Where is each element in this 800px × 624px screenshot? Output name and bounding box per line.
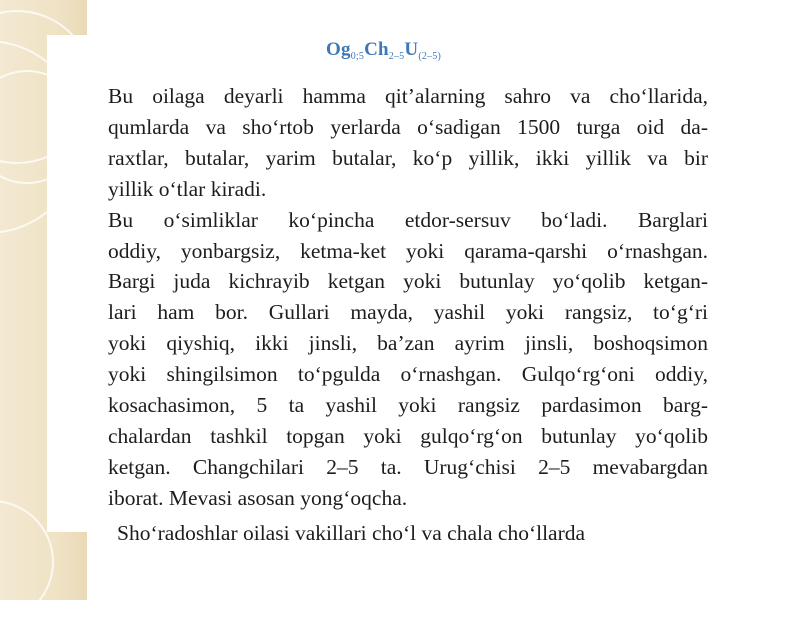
text-line: raxtlar, butalar, yarim butalar, ko‘p yillik, ikki yillik va bir	[108, 145, 708, 170]
text-line: Bu oilaga deyarli hamma qit’alarning sahro va cho‘llarida,	[108, 84, 708, 108]
text-line: iborat. Mevasi asosan yong‘oqcha.	[108, 485, 408, 510]
partial-text-line	[117, 518, 707, 545]
body-text	[108, 81, 708, 514]
text-line: chalardan tashkil topgan yoki gulqo‘rg‘on butunlay yo‘qolib	[108, 423, 708, 448]
text-line: Bu o‘simliklar ko‘pincha etdor-sersuv bo‘ladi. Barglari	[108, 207, 708, 232]
text-line: yillik o‘tlar kiradi.	[108, 176, 267, 201]
text-line: Bargi juda kichrayib ketgan yoki butunlay yo‘qolib ketgan-	[108, 269, 708, 294]
text-line: kosachasimon, 5 ta yashil yoki rangsiz pardasimon barg-	[108, 393, 708, 418]
decorative-circle	[0, 500, 54, 624]
text-line: ketgan. Changchilari 2–5 ta. Urug‘chisi 2–5 mevabargdan	[108, 454, 708, 479]
formula-og-sub: 0;5	[350, 51, 365, 62]
text-line: yoki qiyshiq, ikki jinsli, ba’zan ayrim jinsli, boshoqsimon	[108, 331, 708, 356]
formula-u-sub: (2–5)	[418, 51, 441, 62]
text-line: oddiy, yonbargsiz, ketma-ket yoki qarama-qarshi o‘rnashgan.	[108, 238, 708, 263]
partial-line-text: Sho‘radoshlar oilasi vakillari cho‘l va chala cho‘llarda	[117, 521, 586, 545]
paragraph-1	[108, 81, 708, 205]
text-line: yoki shingilsimon to‘pgulda o‘rnashgan. Gulqo‘rg‘oni oddiy,	[108, 362, 708, 387]
formula-ch: Ch	[364, 39, 389, 60]
flower-formula	[47, 39, 720, 62]
formula-og: Og	[326, 39, 351, 60]
scanned-page	[47, 35, 720, 545]
text-line: lari ham bor. Gullari mayda, yashil yoki rangsiz, to‘g‘ri	[108, 300, 708, 325]
text-line: qumlarda va sho‘rtob yerlarda o‘sadigan 1500 turga oid da-	[108, 114, 708, 139]
paragraph-2	[108, 205, 708, 514]
formula-ch-sub: 2–5	[388, 51, 405, 62]
formula-u: U	[404, 39, 419, 60]
